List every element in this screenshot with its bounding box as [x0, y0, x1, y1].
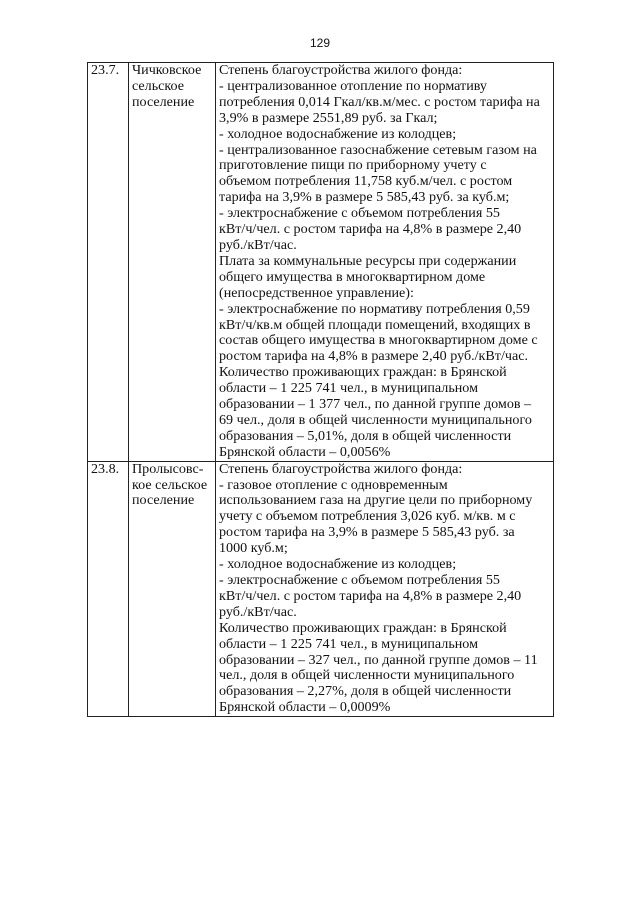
description-line: образовании – 327 чел., по данной группе домов – 11 [219, 651, 538, 668]
settlement-name-line: сельское [132, 77, 185, 94]
description-line: кВт/ч/чел. с ростом тарифа на 4,8% в размере 2,40 [219, 221, 522, 238]
description-line: использованием газа на другие цели по приборному [219, 492, 533, 509]
description-line: Количество проживающих граждан: в Брянской [219, 364, 507, 381]
table-row [88, 63, 554, 462]
description-line: - электроснабжение с объемом потребления 55 [219, 205, 500, 222]
description-line: Брянской области – 0,0009% [219, 699, 391, 716]
description-line: образовании – 1 377 чел., по данной группе домов – [219, 396, 532, 413]
description-line: - холодное водоснабжение из колодцев; [219, 125, 457, 142]
description-line: кВт/ч/чел. с ростом тарифа на 4,8% в размере 2,40 [219, 587, 522, 604]
description-line: - централизованное газоснабжение сетевым газом на [219, 141, 537, 158]
settlement-name-cell [129, 63, 216, 462]
row-number: 23.8. [91, 460, 120, 477]
description-line: области – 1 225 741 чел., в муниципальном [219, 635, 478, 652]
table-body [88, 63, 554, 717]
description-line: чел., доля в общей численности муниципального [219, 667, 515, 684]
settlement-name-line: Пролысовс- [132, 460, 204, 477]
page-number: 129 [309, 36, 331, 50]
description-cell [216, 63, 554, 462]
description-line: области – 1 225 741 чел., в муниципальном [219, 380, 478, 397]
description-line: - электроснабжение по нормативу потребления 0,59 [219, 300, 530, 317]
description-line: ростом тарифа на 3,9% в размере 5 585,43 руб. за [219, 524, 515, 541]
description-line: кВт/ч/кв.м общей площади помещений, входящих в [219, 316, 531, 333]
description-line: (непосредственное управление): [219, 284, 414, 301]
row-number-cell [88, 461, 129, 717]
description-line: объемом потребления 11,758 куб.м/чел. с ростом [219, 173, 513, 190]
description-line: тарифа на 3,9% в размере 5 585,43 руб. за куб.м; [219, 189, 510, 206]
settlement-table [87, 62, 554, 717]
row-number: 23.7. [91, 62, 120, 78]
description-line: потребления 0,014 Гкал/кв.м/мес. с ростом тарифа на [219, 93, 540, 110]
description-line: образования – 2,27%, доля в общей численности [219, 683, 512, 700]
settlement-name-line: Чичковское [132, 62, 202, 78]
table-row [88, 461, 554, 717]
description-line: - холодное водоснабжение из колодцев; [219, 556, 457, 573]
description-line: Брянской области – 0,0056% [219, 443, 391, 460]
description-line: учету с объемом потребления 3,026 куб. м/кв. м с [219, 508, 516, 525]
description-line: 1000 куб.м; [219, 540, 288, 557]
description-line: образования – 5,01%, доля в общей численности [219, 427, 512, 444]
description-line: 3,9% в размере 2551,89 руб. за Гкал; [219, 109, 438, 126]
settlement-name-cell [129, 461, 216, 717]
description-line: руб./кВт/час. [219, 603, 297, 620]
description-line: ростом тарифа на 4,8% в размере 2,40 руб./кВт/час. [219, 348, 528, 365]
description-line: - газовое отопление с одновременным [219, 476, 448, 493]
description-line: - централизованное отопление по нормативу [219, 77, 487, 94]
row-number-cell [88, 63, 129, 462]
description-line: состав общего имущества в многоквартирном доме с [219, 332, 538, 349]
description-line: приготовление пищи по приборному учету с [219, 157, 487, 174]
description-line: Степень благоустройства жилого фонда: [219, 62, 463, 78]
settlement-name-line: поселение [132, 492, 195, 509]
description-line: руб./кВт/час. [219, 236, 297, 253]
settlement-name-line: поселение [132, 93, 195, 110]
description-line: Степень благоустройства жилого фонда: [219, 460, 463, 477]
settlement-name-line: кое сельское [132, 476, 208, 493]
description-line: Количество проживающих граждан: в Брянской [219, 619, 507, 636]
description-cell [216, 461, 554, 717]
description-line: - электроснабжение с объемом потребления 55 [219, 572, 500, 588]
description-line: Плата за коммунальные ресурсы при содержании [219, 252, 517, 269]
description-line: общего имущества в многоквартирном доме [219, 268, 486, 285]
description-line: 69 чел., доля в общей численности муниципального [219, 411, 532, 428]
